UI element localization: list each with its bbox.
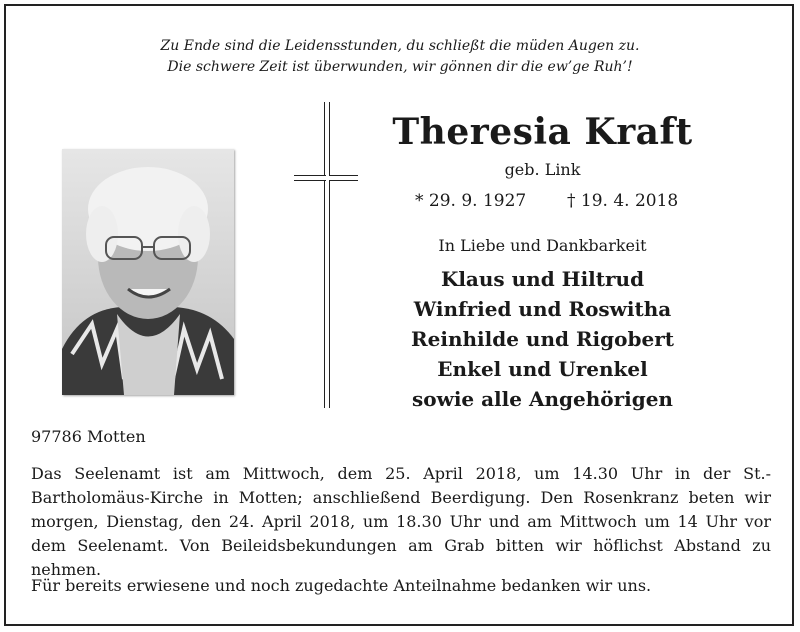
mourner-line: Enkel und Urenkel (437, 357, 648, 381)
mourners-intro: In Liebe und Dankbarkeit (438, 236, 647, 255)
mourner-line: Reinhilde und Rigobert (411, 327, 674, 351)
service-notice: Das Seelenamt ist am Mittwoch, dem 25. April 2018, um 14.30 Uhr in der St.-Bartholomäus-Kirche in Motten; anschließend Beerdigung. Den Rosenkranz beten wir morgen, Dienstag, den 24. April 2018, um 18.30 Uhr und am Mittwoch um 14 Uhr vor dem Seelenamt. Von Beileidsbekundungen am Grab bitten wir höflichst Abstand zu nehmen. (31, 464, 771, 579)
thanks-note: Für bereits erwiesene und noch zugedachte Anteilnahme bedanken wir uns. (31, 576, 652, 595)
death-date: † 19. 4. 2018 (567, 191, 679, 211)
poem-line-1: Zu Ende sind die Leidensstunden, du schließt die müden Augen zu. (160, 38, 640, 54)
location: 97786 Motten (31, 427, 146, 446)
maiden-name: geb. Link (504, 160, 581, 179)
birth-date: * 29. 9. 1927 (415, 191, 527, 211)
mourner-line: sowie alle Angehörigen (412, 387, 673, 411)
deceased-name: Theresia Kraft (392, 111, 693, 153)
mourner-line: Winfried und Roswitha (413, 297, 672, 321)
mourner-line: Klaus und Hiltrud (440, 267, 645, 291)
poem-line-2: Die schwere Zeit ist überwunden, wir gönnen dir die ew’ge Ruh’! (167, 59, 633, 75)
poem (0, 36, 800, 78)
portrait-photo (62, 149, 234, 395)
mourners-list (380, 264, 705, 414)
